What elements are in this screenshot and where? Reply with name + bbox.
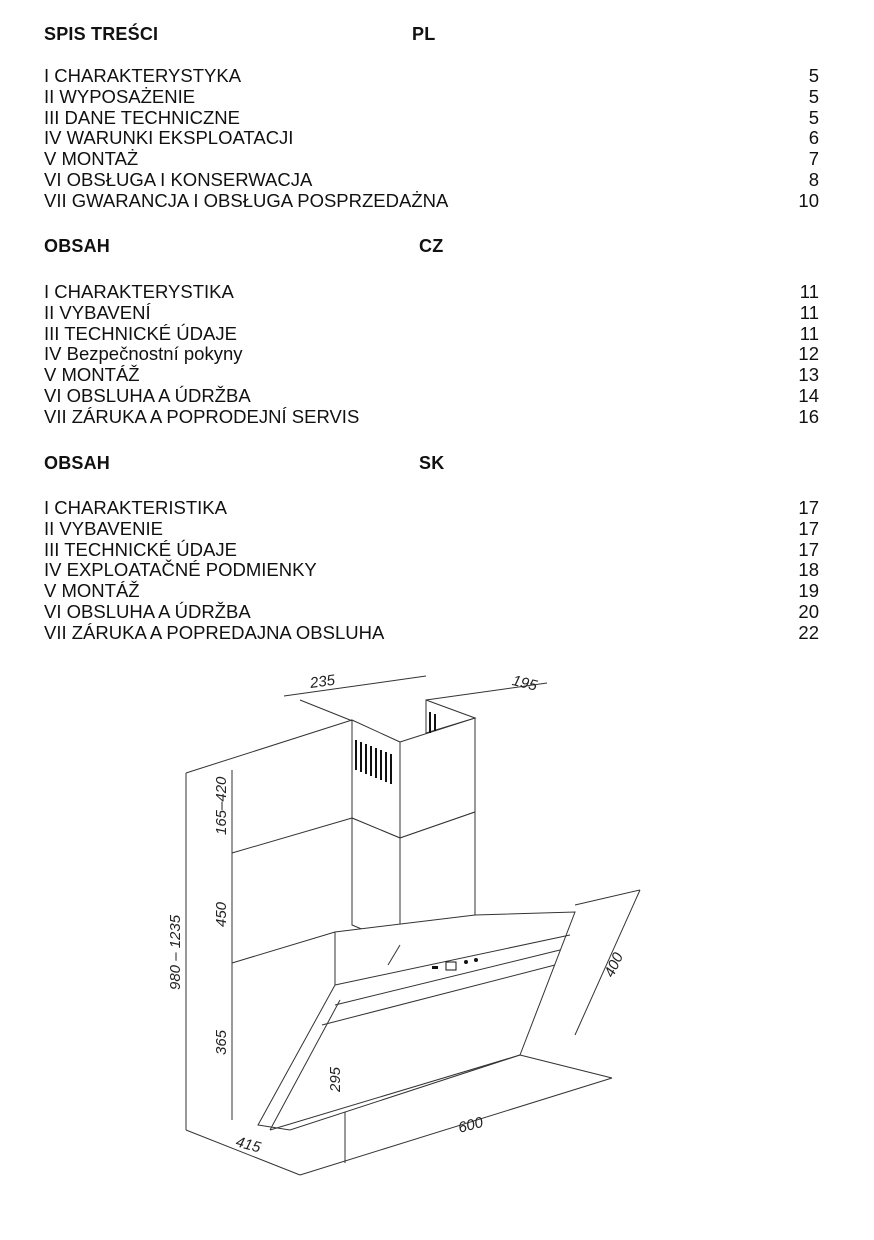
toc-entry-page: 12 xyxy=(798,343,819,365)
toc-entry-label: I CHARAKTERYSTIKA xyxy=(44,281,234,302)
toc-entry-label: II VYBAVENÍ xyxy=(44,301,151,323)
toc-entry-label: VI OBSLUHA A ÚDRŽBA xyxy=(44,384,251,406)
toc-entry-label: III TECHNICKÉ ÚDAJE xyxy=(44,322,237,344)
toc-entry-label: VI OBSLUHA A ÚDRŽBA xyxy=(44,600,251,622)
dim-ext-line xyxy=(186,720,352,773)
toc-list-sk xyxy=(44,498,819,644)
toc-entry-label: IV EXPLOATAČNÉ PODMIENKY xyxy=(44,559,317,581)
toc-entry-label: VII ZÁRUKA A POPRODEJNÍ SERVIS xyxy=(44,405,360,427)
section-heading-sk xyxy=(44,453,824,477)
dim-label-width: 600 xyxy=(456,1113,485,1137)
dim-label-195: 195 xyxy=(510,672,539,695)
toc-entry-label: III DANE TECHNICZNE xyxy=(44,106,240,128)
dim-ext-line xyxy=(300,700,355,722)
dim-ext-line xyxy=(575,890,640,905)
toc-entry xyxy=(44,282,819,303)
toc-entry-page: 17 xyxy=(798,538,819,560)
toc-entry xyxy=(44,191,819,212)
toc-entry xyxy=(44,386,819,407)
toc-entry xyxy=(44,303,819,324)
hood-body xyxy=(258,912,575,1130)
dim-label-depth: 415 xyxy=(233,1133,263,1157)
chimney-upper-front xyxy=(352,720,400,838)
toc-list-pl xyxy=(44,66,819,212)
dim-ext-line xyxy=(232,932,335,963)
language-code: PL xyxy=(412,24,436,44)
toc-entry-page: 18 xyxy=(798,559,819,581)
toc-entry-page: 19 xyxy=(798,580,819,602)
dim-label-hood-height: 365 xyxy=(213,1029,230,1055)
toc-entry-label: IV Bezpečnostní pokyny xyxy=(44,343,243,365)
toc-entry xyxy=(44,365,819,386)
toc-entry-label: II VYBAVENIE xyxy=(44,517,163,539)
toc-entry xyxy=(44,149,819,170)
toc-entry-label: V MONTAŻ xyxy=(44,148,139,170)
toc-entry-label: V MONTÁŽ xyxy=(44,364,140,386)
toc-entry-page: 13 xyxy=(798,364,819,386)
toc-entry-page: 22 xyxy=(798,621,819,643)
toc-entry-page: 7 xyxy=(808,148,819,170)
dim-label-upper-chimney: 165–420 xyxy=(213,776,230,835)
dim-label-235: 235 xyxy=(308,671,337,693)
toc-entry-page: 5 xyxy=(808,65,819,86)
toc-entry xyxy=(44,324,819,345)
toc-entry-page: 11 xyxy=(799,322,819,344)
hood-dimension-diagram xyxy=(0,655,874,1215)
toc-entry-page: 8 xyxy=(808,168,819,190)
toc-entry-page: 11 xyxy=(799,281,819,302)
toc-entry xyxy=(44,560,819,581)
toc-entry-label: I CHARAKTERYSTYKA xyxy=(44,65,242,86)
toc-entry-page: 20 xyxy=(798,600,819,622)
language-code: CZ xyxy=(419,236,444,256)
toc-entry-label: IV WARUNKI EKSPLOATACJI xyxy=(44,127,294,149)
dim-ext-line xyxy=(232,818,352,853)
dim-line-235 xyxy=(284,676,426,696)
toc-entry-page: 10 xyxy=(798,189,819,211)
toc-entry xyxy=(44,581,819,602)
dim-label-glass-depth: 400 xyxy=(601,950,628,980)
toc-entry xyxy=(44,623,819,644)
toc-entry-label: II WYPOSAŻENIE xyxy=(44,85,196,107)
toc-entry xyxy=(44,519,819,540)
toc-entry xyxy=(44,170,819,191)
toc-entry-page: 5 xyxy=(808,85,819,107)
toc-entry-label: VII GWARANCJA I OBSŁUGA POSPRZEDAŻNA xyxy=(44,189,449,211)
toc-entry-label: V MONTÁŽ xyxy=(44,580,140,602)
section-title: OBSAH xyxy=(44,453,111,473)
section-heading-pl xyxy=(44,24,824,48)
toc-entry xyxy=(44,108,819,129)
dim-label-glass-height: 295 xyxy=(327,1066,344,1092)
toc-entry-page: 5 xyxy=(808,106,819,128)
toc-entry xyxy=(44,540,819,561)
toc-entry-page: 16 xyxy=(798,405,819,427)
toc-entry-label: I CHARAKTERISTIKA xyxy=(44,497,227,518)
toc-entry xyxy=(44,407,819,428)
section-title: SPIS TREŚCI xyxy=(44,24,159,44)
toc-entry-page: 6 xyxy=(808,127,819,149)
toc-entry xyxy=(44,87,819,108)
toc-list-cz xyxy=(44,282,819,428)
toc-entry-label: VII ZÁRUKA A POPREDAJNA OBSLUHA xyxy=(44,621,385,643)
language-code: SK xyxy=(419,453,445,473)
toc-entry xyxy=(44,344,819,365)
toc-entry-page: 14 xyxy=(798,384,819,406)
toc-entry-label: III TECHNICKÉ ÚDAJE xyxy=(44,538,237,560)
toc-entry xyxy=(44,498,819,519)
toc-entry-page: 11 xyxy=(799,301,819,323)
toc-entry xyxy=(44,602,819,623)
section-title: OBSAH xyxy=(44,236,111,256)
dim-label-lower-chimney: 450 xyxy=(213,901,230,927)
section-heading-cz xyxy=(44,236,824,260)
dim-ext-line xyxy=(520,1055,612,1078)
toc-entry-page: 17 xyxy=(798,497,819,518)
toc-entry-label: VI OBSŁUGA I KONSERWACJA xyxy=(44,168,313,190)
toc-entry-page: 17 xyxy=(798,517,819,539)
toc-entry xyxy=(44,128,819,149)
dim-label-total-height: 980 – 1235 xyxy=(167,914,184,990)
toc-entry xyxy=(44,66,819,87)
